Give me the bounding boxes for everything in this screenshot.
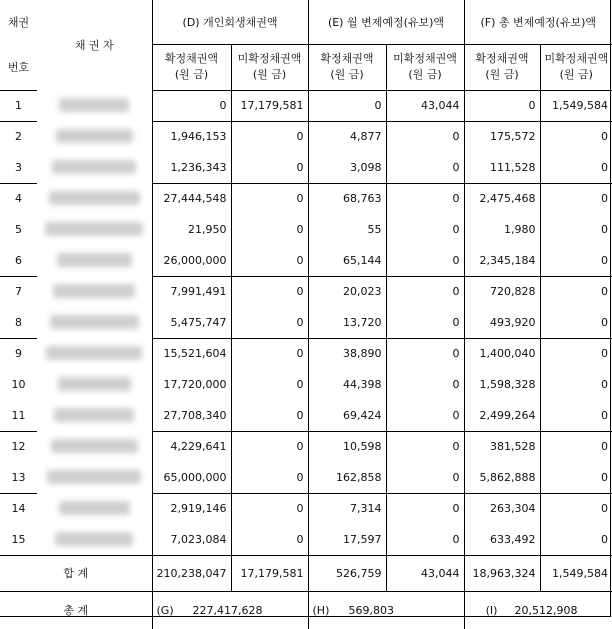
redacted-name xyxy=(49,191,140,205)
header-no-top: 채권 xyxy=(7,16,30,29)
subtotal-e-confirmed: 526,759 xyxy=(308,555,386,591)
redacted-name xyxy=(55,532,133,546)
subtotal-d-confirmed: 210,238,047 xyxy=(152,555,231,591)
cell-d-unconfirmed: 0 xyxy=(231,276,308,307)
cell-d-unconfirmed: 0 xyxy=(231,338,308,369)
redacted-name xyxy=(53,284,135,298)
cell-f-confirmed: 1,980 xyxy=(464,214,540,245)
cell-f-unconfirmed: 0 xyxy=(540,462,612,493)
grand-total-h xyxy=(308,591,464,629)
row-number: 6 xyxy=(0,245,37,276)
grand-total-h-value: 569,803 xyxy=(348,603,394,617)
cell-e-unconfirmed: 0 xyxy=(386,524,464,555)
cell-e-confirmed: 162,858 xyxy=(308,462,386,493)
cell-d-confirmed: 26,000,000 xyxy=(152,245,231,276)
header-d-confirmed-label: 확정채권액 xyxy=(164,52,219,65)
header-e-confirmed xyxy=(308,44,386,90)
cell-e-unconfirmed: 0 xyxy=(386,121,464,152)
grand-total-i-label: (I) xyxy=(485,603,498,617)
row-number: 15 xyxy=(11,532,26,546)
header-d-unconfirmed xyxy=(231,44,308,90)
grand-total-g-label: (G) xyxy=(156,603,174,617)
table-row xyxy=(0,90,612,121)
row-number: 3 xyxy=(0,152,37,183)
cell-d-confirmed: 7,023,084 xyxy=(152,524,231,555)
cell-e-unconfirmed: 0 xyxy=(386,245,464,276)
header-e-unconfirmed xyxy=(386,44,464,90)
cell-e-confirmed: 20,023 xyxy=(308,276,386,307)
header-f-unconfirmed-unit: (원 금) xyxy=(559,68,593,81)
cell-f-confirmed: 633,492 xyxy=(464,524,540,555)
grand-total-row xyxy=(0,591,612,629)
cell-d-unconfirmed: 0 xyxy=(231,121,308,152)
header-group-e: (E) 월 변제예정(유보)액 xyxy=(308,0,464,44)
cell-d-unconfirmed: 0 xyxy=(231,245,308,276)
cell-e-confirmed: 7,314 xyxy=(308,493,386,524)
cell-f-confirmed: 175,572 xyxy=(464,121,540,152)
cell-f-unconfirmed: 0 xyxy=(540,493,612,524)
cell-e-unconfirmed: 0 xyxy=(386,307,464,338)
cell-d-confirmed: 17,720,000 xyxy=(152,369,231,400)
header-f-confirmed xyxy=(464,44,540,90)
cell-e-confirmed: 0 xyxy=(308,90,386,121)
cell-e-unconfirmed: 0 xyxy=(386,276,464,307)
cell-e-unconfirmed: 43,044 xyxy=(386,90,464,121)
cell-e-confirmed: 55 xyxy=(308,214,386,245)
cell-f-unconfirmed: 0 xyxy=(540,431,612,462)
header-e-confirmed-label: 확정채권액 xyxy=(320,52,374,65)
subtotal-e-unconfirmed: 43,044 xyxy=(386,555,464,591)
cell-f-confirmed: 2,475,468 xyxy=(464,183,540,214)
cell-d-confirmed: 5,475,747 xyxy=(152,307,231,338)
cell-d-confirmed: 15,521,604 xyxy=(152,338,231,369)
cell-d-unconfirmed: 0 xyxy=(231,524,308,555)
cell-f-confirmed: 2,345,184 xyxy=(464,245,540,276)
cell-d-unconfirmed: 0 xyxy=(231,307,308,338)
cell-e-unconfirmed: 0 xyxy=(386,152,464,183)
cell-f-unconfirmed: 0 xyxy=(540,276,612,307)
cell-d-confirmed: 4,229,641 xyxy=(152,431,231,462)
cell-f-unconfirmed: 0 xyxy=(540,183,612,214)
cell-f-unconfirmed: 1,549,584 xyxy=(540,90,612,121)
header-group-d: (D) 개인회생채권액 xyxy=(152,0,308,44)
cell-d-confirmed: 65,000,000 xyxy=(152,462,231,493)
cell-f-unconfirmed: 0 xyxy=(540,214,612,245)
cell-e-unconfirmed: 0 xyxy=(386,493,464,524)
grand-total-i-value: 20,512,908 xyxy=(514,603,578,617)
cell-e-unconfirmed: 0 xyxy=(386,214,464,245)
cell-d-confirmed: 21,950 xyxy=(152,214,231,245)
cell-e-unconfirmed: 0 xyxy=(386,400,464,431)
grand-total-g-value: 227,417,628 xyxy=(192,603,263,617)
header-d-unconfirmed-unit: (원 금) xyxy=(252,68,287,81)
subtotal-f-unconfirmed: 1,549,584 xyxy=(540,555,612,591)
row-number: 9 xyxy=(15,347,22,361)
row-number: 7 xyxy=(15,285,22,299)
cell-d-confirmed: 7,991,491 xyxy=(152,276,231,307)
row-number: 11 xyxy=(0,400,37,431)
cell-d-unconfirmed: 0 xyxy=(231,152,308,183)
cell-d-confirmed: 0 xyxy=(152,90,231,121)
cell-f-confirmed: 381,528 xyxy=(464,431,540,462)
header-f-confirmed-unit: (원 금) xyxy=(485,68,519,81)
header-f-unconfirmed-label: 미확정채권액 xyxy=(544,52,609,65)
header-e-confirmed-unit: (원 금) xyxy=(330,68,364,81)
cell-f-confirmed: 5,862,888 xyxy=(464,462,540,493)
cell-f-unconfirmed: 0 xyxy=(540,369,612,400)
cell-e-confirmed: 3,098 xyxy=(308,152,386,183)
cell-f-unconfirmed: 0 xyxy=(540,152,612,183)
grand-total-g xyxy=(152,591,308,629)
cell-d-unconfirmed: 0 xyxy=(231,183,308,214)
row-number: 8 xyxy=(0,307,37,338)
cell-d-confirmed: 1,236,343 xyxy=(152,152,231,183)
redacted-name xyxy=(51,439,138,453)
cell-d-confirmed: 27,444,548 xyxy=(152,183,231,214)
header-d-confirmed-unit: (원 금) xyxy=(174,68,209,81)
cell-f-confirmed: 0 xyxy=(464,90,540,121)
redacted-name xyxy=(56,129,133,143)
grand-total-label: 총 계 xyxy=(0,591,152,629)
redacted-name xyxy=(46,346,142,360)
row-number: 2 xyxy=(15,130,22,144)
subtotal-d-unconfirmed: 17,179,581 xyxy=(231,555,308,591)
cell-d-unconfirmed: 0 xyxy=(231,214,308,245)
cell-f-confirmed: 1,598,328 xyxy=(464,369,540,400)
cell-f-unconfirmed: 0 xyxy=(540,307,612,338)
subtotal-label: 합 계 xyxy=(0,555,152,591)
cell-d-unconfirmed: 17,179,581 xyxy=(231,90,308,121)
header-d-confirmed xyxy=(152,44,231,90)
cell-e-confirmed: 10,598 xyxy=(308,431,386,462)
cell-f-confirmed: 111,528 xyxy=(464,152,540,183)
row-number: 1 xyxy=(0,90,37,121)
redacted-name xyxy=(45,222,143,236)
cell-e-unconfirmed: 0 xyxy=(386,462,464,493)
cell-e-confirmed: 17,597 xyxy=(308,524,386,555)
row-number: 5 xyxy=(15,223,22,236)
header-d-unconfirmed-label: 미확정채권액 xyxy=(237,52,302,65)
cell-e-unconfirmed: 0 xyxy=(386,183,464,214)
redacted-name xyxy=(58,377,131,391)
cell-d-unconfirmed: 0 xyxy=(231,431,308,462)
cell-e-unconfirmed: 0 xyxy=(386,338,464,369)
cell-e-confirmed: 65,144 xyxy=(308,245,386,276)
cell-f-confirmed: 1,400,040 xyxy=(464,338,540,369)
row-number: 10 xyxy=(11,378,26,391)
creditor-names-redacted xyxy=(37,90,152,555)
cell-e-unconfirmed: 0 xyxy=(386,431,464,462)
header-e-unconfirmed-unit: (원 금) xyxy=(408,68,442,81)
redacted-name xyxy=(50,315,139,329)
row-number: 14 xyxy=(11,502,26,516)
redacted-name xyxy=(59,98,129,112)
cell-e-unconfirmed: 0 xyxy=(386,369,464,400)
cell-f-confirmed: 720,828 xyxy=(464,276,540,307)
header-f-unconfirmed xyxy=(540,44,612,90)
subtotal-row xyxy=(0,555,612,591)
cell-f-unconfirmed: 0 xyxy=(540,121,612,152)
redacted-name xyxy=(47,470,141,484)
redacted-name xyxy=(54,408,134,422)
cell-d-unconfirmed: 0 xyxy=(231,493,308,524)
cell-e-confirmed: 4,877 xyxy=(308,121,386,152)
cell-e-confirmed: 44,398 xyxy=(308,369,386,400)
header-creditor: 채 권 자 xyxy=(74,39,114,52)
cell-d-unconfirmed: 0 xyxy=(231,400,308,431)
cell-f-confirmed: 263,304 xyxy=(464,493,540,524)
cell-e-confirmed: 38,890 xyxy=(308,338,386,369)
grand-total-i xyxy=(464,591,612,629)
grand-total-h-label: (H) xyxy=(312,603,330,617)
header-e-unconfirmed-label: 미확정채권액 xyxy=(393,52,457,65)
cell-d-unconfirmed: 0 xyxy=(231,462,308,493)
cell-d-unconfirmed: 0 xyxy=(231,369,308,400)
cell-e-confirmed: 13,720 xyxy=(308,307,386,338)
cell-f-unconfirmed: 0 xyxy=(540,400,612,431)
cell-d-confirmed: 1,946,153 xyxy=(152,121,231,152)
cell-f-unconfirmed: 0 xyxy=(540,338,612,369)
cell-d-confirmed: 27,708,340 xyxy=(152,400,231,431)
header-no-bottom: 번호 xyxy=(0,44,37,90)
header-group-f: (F) 총 변제예정(유보)액 xyxy=(464,0,612,44)
cell-f-unconfirmed: 0 xyxy=(540,245,612,276)
cell-e-confirmed: 69,424 xyxy=(308,400,386,431)
header-f-confirmed-label: 확정채권액 xyxy=(475,52,529,65)
row-number: 4 xyxy=(15,192,22,206)
redacted-name xyxy=(59,501,130,515)
cell-f-confirmed: 2,499,264 xyxy=(464,400,540,431)
cell-d-confirmed: 2,919,146 xyxy=(152,493,231,524)
cell-e-confirmed: 68,763 xyxy=(308,183,386,214)
redacted-name xyxy=(52,160,136,174)
row-number: 13 xyxy=(0,462,37,493)
row-number: 12 xyxy=(11,440,26,454)
subtotal-f-confirmed: 18,963,324 xyxy=(464,555,540,591)
cell-f-confirmed: 493,920 xyxy=(464,307,540,338)
cell-f-unconfirmed: 0 xyxy=(540,524,612,555)
redacted-name xyxy=(57,253,132,267)
